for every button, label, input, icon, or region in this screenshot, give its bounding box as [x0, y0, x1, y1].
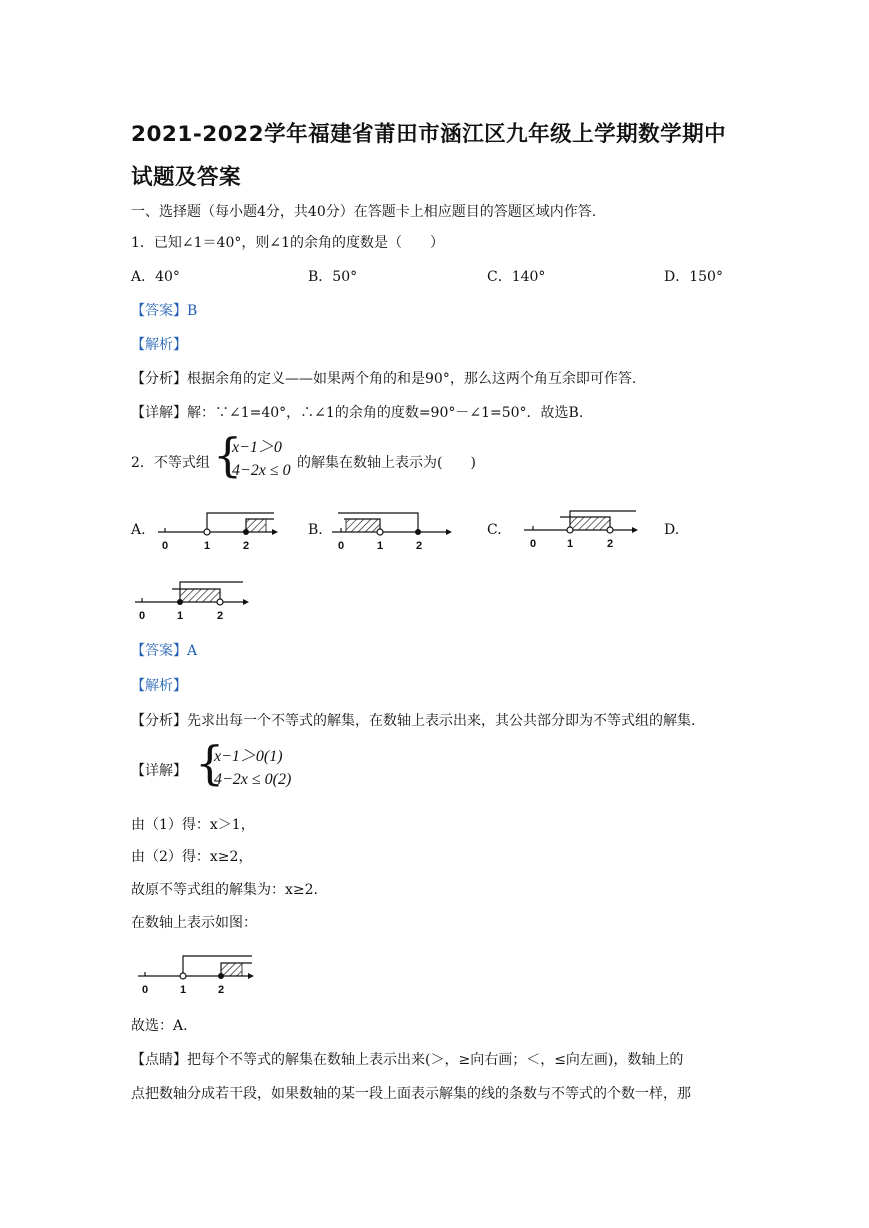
tick-label: 1 [177, 610, 184, 622]
q2-option-d-numberline [131, 574, 256, 622]
page-title-line1: 2021-2022学年福建省莆田市涵江区九年级上学期数学期中 [131, 122, 727, 147]
q2-comment-line1: 【点睛】把每个不等式的解集在数轴上表示出来(＞，≥向右画；＜，≤向左画)，数轴上的 [131, 1052, 684, 1068]
tick-label: 2 [416, 540, 423, 552]
tick-label: 0 [162, 540, 169, 552]
q2-detail-ineq1: x−1＞0(1) [214, 748, 283, 765]
tick-label: 0 [139, 610, 146, 622]
section-heading: 一、选择题（每小题4分，共40分）在答题卡上相应题目的答题区域内作答. [131, 204, 597, 220]
tick-label: 1 [180, 984, 187, 996]
tick-label: 2 [607, 538, 614, 550]
q2-detail-ineq2: 4−2x ≤ 0(2) [214, 771, 292, 788]
tick-label: 2 [217, 610, 224, 622]
q2-option-d-label: D. [664, 522, 680, 538]
q2-step5: 故选：A. [131, 1018, 188, 1034]
q2-ineq1: x−1＞0 [232, 439, 282, 456]
q2-brace: { [213, 428, 243, 482]
q1-answer: 【答案】B [131, 303, 198, 319]
tick-label: 2 [243, 540, 250, 552]
q1-option-a: A．40° [131, 269, 180, 285]
q1-option-b: B．50° [308, 269, 358, 285]
q1-stem: 1．已知∠1＝40°，则∠1的余角的度数是（ ） [131, 235, 444, 251]
q1-option-c: C．140° [487, 269, 546, 285]
q2-ineq2: 4−2x ≤ 0 [232, 462, 291, 479]
q2-option-c-numberline [520, 503, 645, 551]
tick-label: 0 [530, 538, 537, 550]
q2-comment-line2: 点把数轴分成若干段，如果数轴的某一段上面表示解集的线的条数与不等式的个数一样，那 [131, 1086, 691, 1102]
q1-detail: 【详解】解：∵∠1=40°，∴∠1的余角的度数=90°－∠1=50°．故选B. [131, 405, 584, 421]
q2-option-a-numberline [150, 505, 280, 553]
q2-detail-tag: 【详解】 [131, 763, 187, 779]
tick-label: 1 [204, 540, 211, 552]
q2-option-a-label: A. [131, 522, 146, 538]
q2-step2: 由（2）得：x≥2， [131, 849, 253, 865]
tick-label: 1 [377, 540, 384, 552]
q2-step4: 在数轴上表示如图： [131, 915, 257, 931]
q2-step1: 由（1）得：x＞1， [131, 817, 255, 833]
tick-label: 1 [567, 538, 574, 550]
q2-suffix: 的解集在数轴上表示为( ) [297, 455, 476, 471]
q2-option-b-numberline [328, 505, 453, 553]
tick-label: 0 [338, 540, 345, 552]
q2-prefix: 2．不等式组 [131, 455, 210, 471]
tick-label: 0 [142, 984, 149, 996]
tick-label: 2 [218, 984, 225, 996]
q2-option-c-label: C. [487, 522, 502, 538]
q2-solution-numberline [134, 951, 259, 999]
q2-detail-brace: { [195, 736, 225, 790]
q1-analysis: 【分析】根据余角的定义——如果两个角的和是90°，那么这两个角互余即可作答. [131, 371, 637, 387]
q2-option-b-label: B. [308, 522, 323, 538]
q2-analysis: 【分析】先求出每一个不等式的解集，在数轴上表示出来，其公共部分即为不等式组的解集. [131, 713, 696, 729]
q1-option-d: D．150° [664, 269, 723, 285]
page-title-line2: 试题及答案 [131, 165, 242, 190]
q2-answer: 【答案】A [131, 643, 198, 659]
q1-analysis-tag: 【解析】 [131, 337, 187, 353]
q2-analysis-tag: 【解析】 [131, 678, 187, 694]
q2-step3: 故原不等式组的解集为：x≥2. [131, 882, 318, 898]
